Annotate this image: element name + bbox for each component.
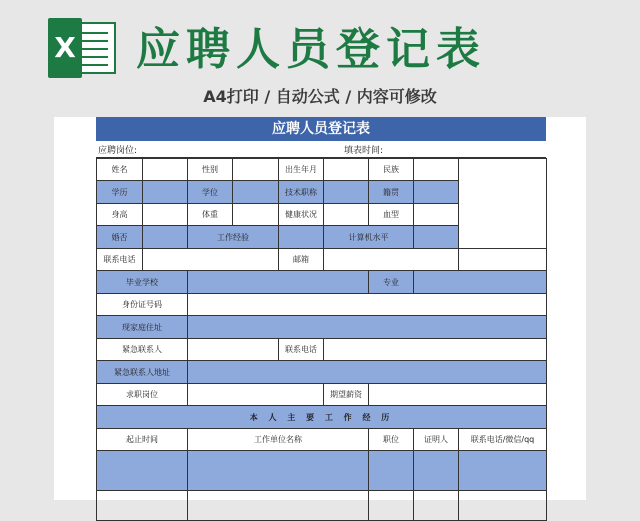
photo-cell[interactable] [459,159,547,249]
page-subtitle: A4打印 / 自动公式 / 内容可修改 [203,87,437,106]
position-applied-label: 应聘岗位: [98,146,138,156]
emergency-contact-label: 紧急联系人 [97,339,188,361]
table-row [97,271,547,294]
gender-field[interactable] [233,159,279,181]
work-period-cell[interactable] [97,451,188,491]
table-row [97,451,547,491]
work-contact-cell[interactable] [459,491,547,521]
ethnicity-label: 民族 [369,159,414,181]
table-row [97,159,547,181]
experience-field[interactable] [279,226,324,249]
work-header-reference: 证明人 [414,429,459,451]
table-row [97,429,547,451]
work-header-company: 工作单位名称 [188,429,369,451]
phone-field[interactable] [143,249,279,271]
phone-label: 联系电话 [97,249,143,271]
marital-label: 婚否 [97,226,143,249]
emergency-contact-field[interactable] [188,339,279,361]
major-label: 专业 [369,271,414,294]
school-field[interactable] [188,271,369,294]
name-field[interactable] [143,159,188,181]
hometown-label: 籍贯 [369,181,414,204]
id-number-field[interactable] [188,294,547,316]
form-info-row [96,141,546,158]
work-history-title: 本 人 主 要 工 作 经 历 [97,406,547,429]
table-row [97,339,547,361]
work-company-cell[interactable] [188,451,369,491]
experience-label: 工作经验 [188,226,279,249]
work-header-position: 职位 [369,429,414,451]
height-label: 身高 [97,204,143,226]
computer-level-field[interactable] [414,226,459,249]
blank-cell [459,249,547,271]
degree-label: 学位 [188,181,233,204]
registration-form [96,117,546,521]
health-label: 健康状况 [279,204,324,226]
hometown-field[interactable] [414,181,459,204]
address-field[interactable] [188,316,547,339]
excel-badge: X [48,18,82,78]
weight-field[interactable] [233,204,279,226]
gender-label: 性别 [188,159,233,181]
email-label: 邮箱 [279,249,324,271]
height-field[interactable] [143,204,188,226]
table-row [97,491,547,521]
expected-salary-label: 期望薪资 [324,384,369,406]
table-row [97,406,547,429]
name-label: 姓名 [97,159,143,181]
emergency-address-label: 紧急联系人地址 [97,361,188,384]
emergency-phone-label: 联系电话 [279,339,324,361]
table-row [97,316,547,339]
work-reference-cell[interactable] [414,451,459,491]
birth-field[interactable] [324,159,369,181]
table-row [97,384,547,406]
expected-salary-field[interactable] [369,384,547,406]
work-header-contact: 联系电话/微信/qq [459,429,547,451]
blood-field[interactable] [414,204,459,226]
table-row [97,361,547,384]
work-position-cell[interactable] [369,491,414,521]
work-header-period: 起止时间 [97,429,188,451]
table-row [97,249,547,271]
job-position-field[interactable] [188,384,324,406]
work-position-cell[interactable] [369,451,414,491]
banner [0,0,640,118]
health-field[interactable] [324,204,369,226]
blood-label: 血型 [369,204,414,226]
major-field[interactable] [414,271,547,294]
work-contact-cell[interactable] [459,451,547,491]
email-field[interactable] [324,249,459,271]
title-label: 技术职称 [279,181,324,204]
degree-field[interactable] [233,181,279,204]
table-row [97,294,547,316]
id-number-label: 身份证号码 [97,294,188,316]
education-label: 学历 [97,181,143,204]
work-company-cell[interactable] [188,491,369,521]
excel-icon [48,18,118,78]
page-title: 应聘人员登记表 [136,24,486,75]
marital-field[interactable] [143,226,188,249]
address-label: 现家庭住址 [97,316,188,339]
weight-label: 体重 [188,204,233,226]
computer-level-label: 计算机水平 [324,226,414,249]
work-period-cell[interactable] [97,491,188,521]
job-position-label: 求职岗位 [97,384,188,406]
school-label: 毕业学校 [97,271,188,294]
form-header: 应聘人员登记表 [96,117,546,141]
emergency-address-field[interactable] [188,361,547,384]
emergency-phone-field[interactable] [324,339,547,361]
fill-date-label: 填表时间: [344,146,384,156]
ethnicity-field[interactable] [414,159,459,181]
birth-label: 出生年月 [279,159,324,181]
work-reference-cell[interactable] [414,491,459,521]
education-field[interactable] [143,181,188,204]
title-field[interactable] [324,181,369,204]
form-grid [96,158,547,521]
